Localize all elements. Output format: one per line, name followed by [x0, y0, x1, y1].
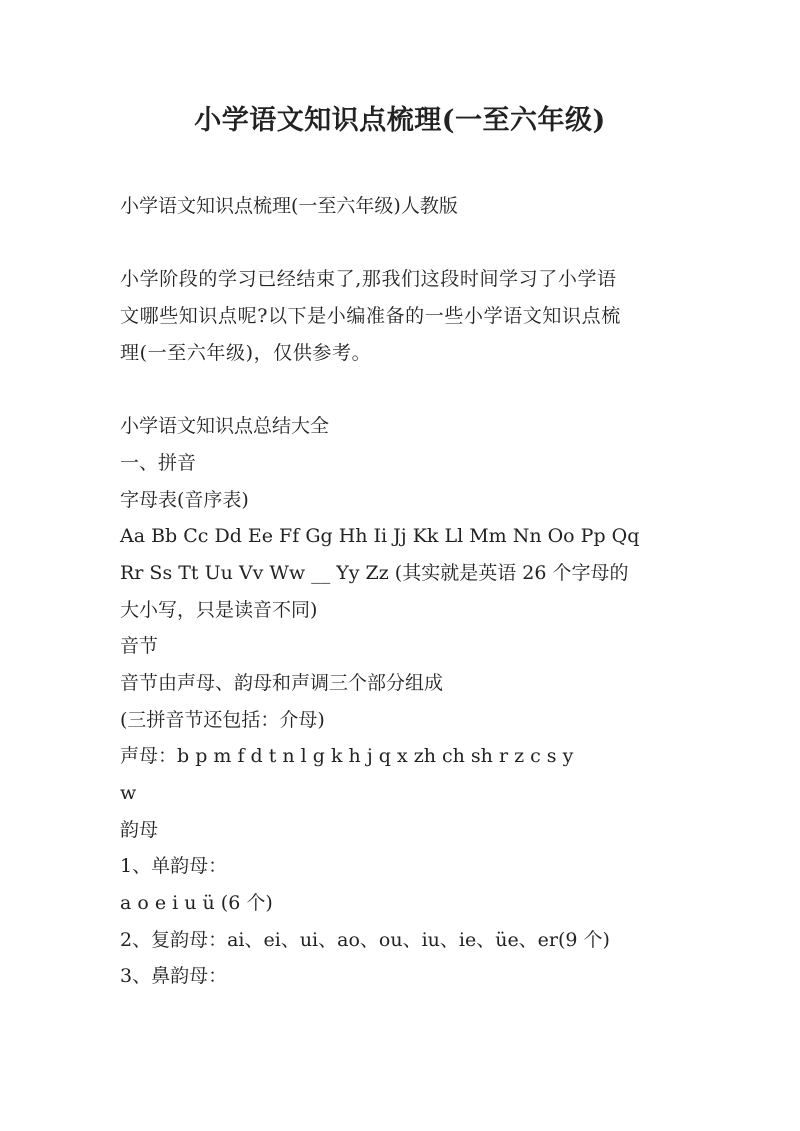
- single-finals-heading: 1、单韵母：: [120, 855, 228, 878]
- section-heading: 小学语文知识点总结大全: [120, 415, 330, 438]
- alphabet-line-1: Aa Bb Cc Dd Ee Ff Gg Hh Ii Jj Kk Ll Mm Nn Oo Pp Qq: [120, 525, 640, 548]
- alphabet-heading: 字母表(音序表): [120, 488, 249, 511]
- alphabet-line-3: 大小写，只是读音不同): [120, 598, 318, 621]
- blank-line: [120, 371, 690, 408]
- page-title: 小学语文知识点梳理(一至六年级): [194, 105, 606, 136]
- intro-line-1: 小学阶段的学习已经结束了,那我们这段时间学习了小学语: [120, 268, 617, 291]
- finals-heading: 韵母: [120, 818, 159, 841]
- initials-line-2: w: [120, 782, 137, 804]
- intro-line-3: 理(一至六年级)，仅供参考。: [120, 341, 372, 364]
- initials-line-1: 声母：b p m f d t n l g k h j q x zh ch sh r z c s y: [120, 745, 574, 768]
- document-body: [120, 188, 690, 995]
- syllable-description: 音节由声母、韵母和声调三个部分组成: [120, 671, 444, 694]
- syllable-note: (三拼音节还包括：介母): [120, 708, 325, 731]
- blank-line: [120, 225, 690, 262]
- nasal-finals-heading: 3、鼻韵母：: [120, 965, 228, 988]
- subtitle: 小学语文知识点梳理(一至六年级)人教版: [120, 195, 458, 217]
- intro-line-2: 文哪些知识点呢?以下是小编准备的一些小学语文知识点梳: [120, 305, 621, 328]
- alphabet-line-2: Rr Ss Tt Uu Vv Ww __ Yy Zz (其实就是英语 26 个字母的: [120, 561, 629, 584]
- compound-finals: 2、复韵母：ai、ei、ui、ao、ou、iu、ie、üe、er(9 个): [120, 928, 610, 951]
- pinyin-heading: 一、拼音: [120, 451, 197, 474]
- syllable-heading: 音节: [120, 635, 159, 658]
- single-finals: a o e i u ü (6 个): [120, 892, 273, 915]
